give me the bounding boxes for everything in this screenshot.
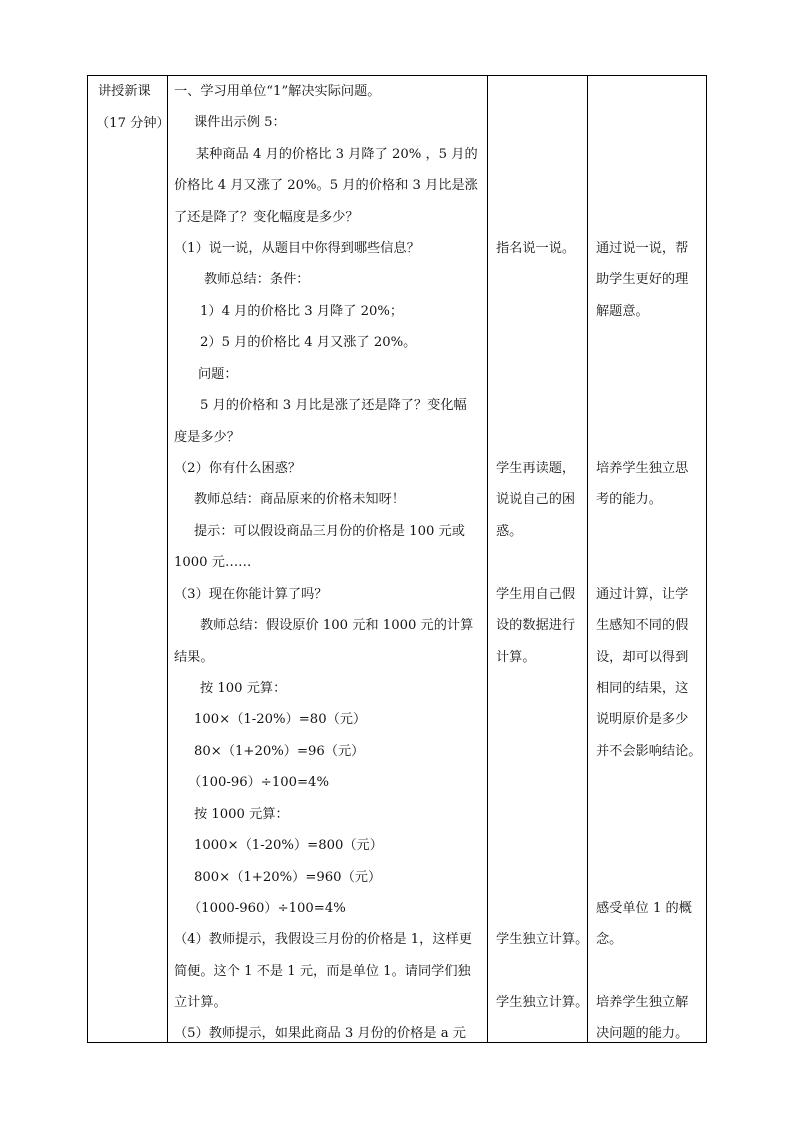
content-line: 了还是降了？变化幅度是多少？ (174, 210, 359, 225)
stage-duration: （17 分钟） (96, 116, 170, 131)
content-line: （3）现在你能计算了吗？ (174, 587, 328, 602)
content-line: 一、学习用单位“1”解决实际问题。 (174, 84, 381, 99)
content-line: 价格比 4 月又涨了 20%。5 月的价格和 3 月比是涨 (174, 178, 478, 193)
content-line: 100×（1-20%）=80（元） (194, 712, 367, 727)
content-line: 800×（1+20%）=960（元） (194, 870, 382, 885)
intent-line: 相同的结果，这 (596, 681, 689, 696)
intent-line: 感受单位 1 的概 (596, 901, 692, 916)
activity-line: 学生再读题， (496, 461, 576, 476)
stage-title: 讲授新课 (98, 84, 151, 99)
content-line: （100-96）÷100=4% (188, 775, 329, 790)
intent-line: 决问题的能力。 (596, 1026, 689, 1041)
content-line: 1000×（1-20%）=800（元） (194, 838, 383, 853)
student-activity-column (488, 76, 588, 1042)
intent-line: 设，却可以得到 (596, 650, 689, 665)
content-line: 80×（1+20%）=96（元） (194, 744, 365, 759)
activity-line: 说说自己的困 (496, 492, 576, 507)
lesson-plan-table (87, 75, 707, 1043)
content-line: 立计算。 (174, 995, 227, 1010)
activity-line: 学生用自己假 (496, 587, 576, 602)
activity-line: 学生独立计算。 (496, 995, 589, 1010)
intent-line: 通过说一说，帮 (596, 241, 689, 256)
intent-line: 并不会影响结论。 (596, 744, 702, 759)
activity-line: 设的数据进行 (496, 618, 576, 633)
content-line: （1）说一说，从题目中你得到哪些信息？ (174, 241, 420, 256)
activity-line: 计算。 (496, 650, 536, 665)
content-line: 按 1000 元算： (194, 807, 289, 822)
content-line: 提示：可以假设商品三月份的价格是 100 元或 (194, 524, 465, 539)
teaching-content-column (168, 76, 488, 1042)
content-line: 2）5 月的价格比 4 月又涨了 20%。 (200, 335, 417, 350)
content-line: 教师总结：假设原价 100 元和 1000 元的计算 (200, 618, 474, 633)
intent-line: 解题意。 (596, 304, 649, 319)
intent-line: 培养学生独立思 (596, 461, 689, 476)
content-line: （2）你有什么困惑？ (174, 461, 302, 476)
content-line: 简便。这个 1 不是 1 元，而是单位 1。请同学们独 (174, 964, 471, 979)
content-line: 1000 元…… (174, 555, 252, 570)
activity-line: 惑。 (496, 524, 523, 539)
activity-line: 学生独立计算。 (496, 932, 589, 947)
content-line: 问题： (198, 367, 238, 382)
intent-line: 生感知不同的假 (596, 618, 689, 633)
content-line: 5 月的价格和 3 月比是涨了还是降了？变化幅 (200, 398, 467, 413)
intent-line: 助学生更好的理 (596, 272, 689, 287)
content-line: 教师总结：商品原来的价格未知呀！ (194, 492, 405, 507)
intent-line: 念。 (596, 932, 623, 947)
content-line: 课件出示例 5： (194, 115, 286, 130)
intent-line: 说明原价是多少 (596, 712, 689, 727)
content-line: 某种商品 4 月的价格比 3 月降了 20% ，5 月的 (196, 147, 478, 162)
content-line: 度是多少？ (174, 430, 240, 445)
content-line: （5）教师提示，如果此商品 3 月份的价格是 a 元 (174, 1026, 466, 1041)
content-line: 按 100 元算： (200, 681, 287, 696)
intent-line: 通过计算，让学 (596, 587, 689, 602)
activity-line: 指名说一说。 (496, 241, 576, 256)
content-line: 结果。 (174, 650, 214, 665)
content-line: （4）教师提示，我假设三月份的价格是 1，这样更 (174, 932, 472, 947)
content-line: 1）4 月的价格比 3 月降了 20%； (200, 304, 404, 319)
stage-column (88, 76, 168, 1042)
content-line: （1000-960）÷100=4% (188, 901, 346, 916)
design-intent-column (588, 76, 708, 1042)
intent-line: 培养学生独立解 (596, 995, 689, 1010)
intent-line: 考的能力。 (596, 492, 662, 507)
content-line: 教师总结：条件： (204, 272, 310, 287)
